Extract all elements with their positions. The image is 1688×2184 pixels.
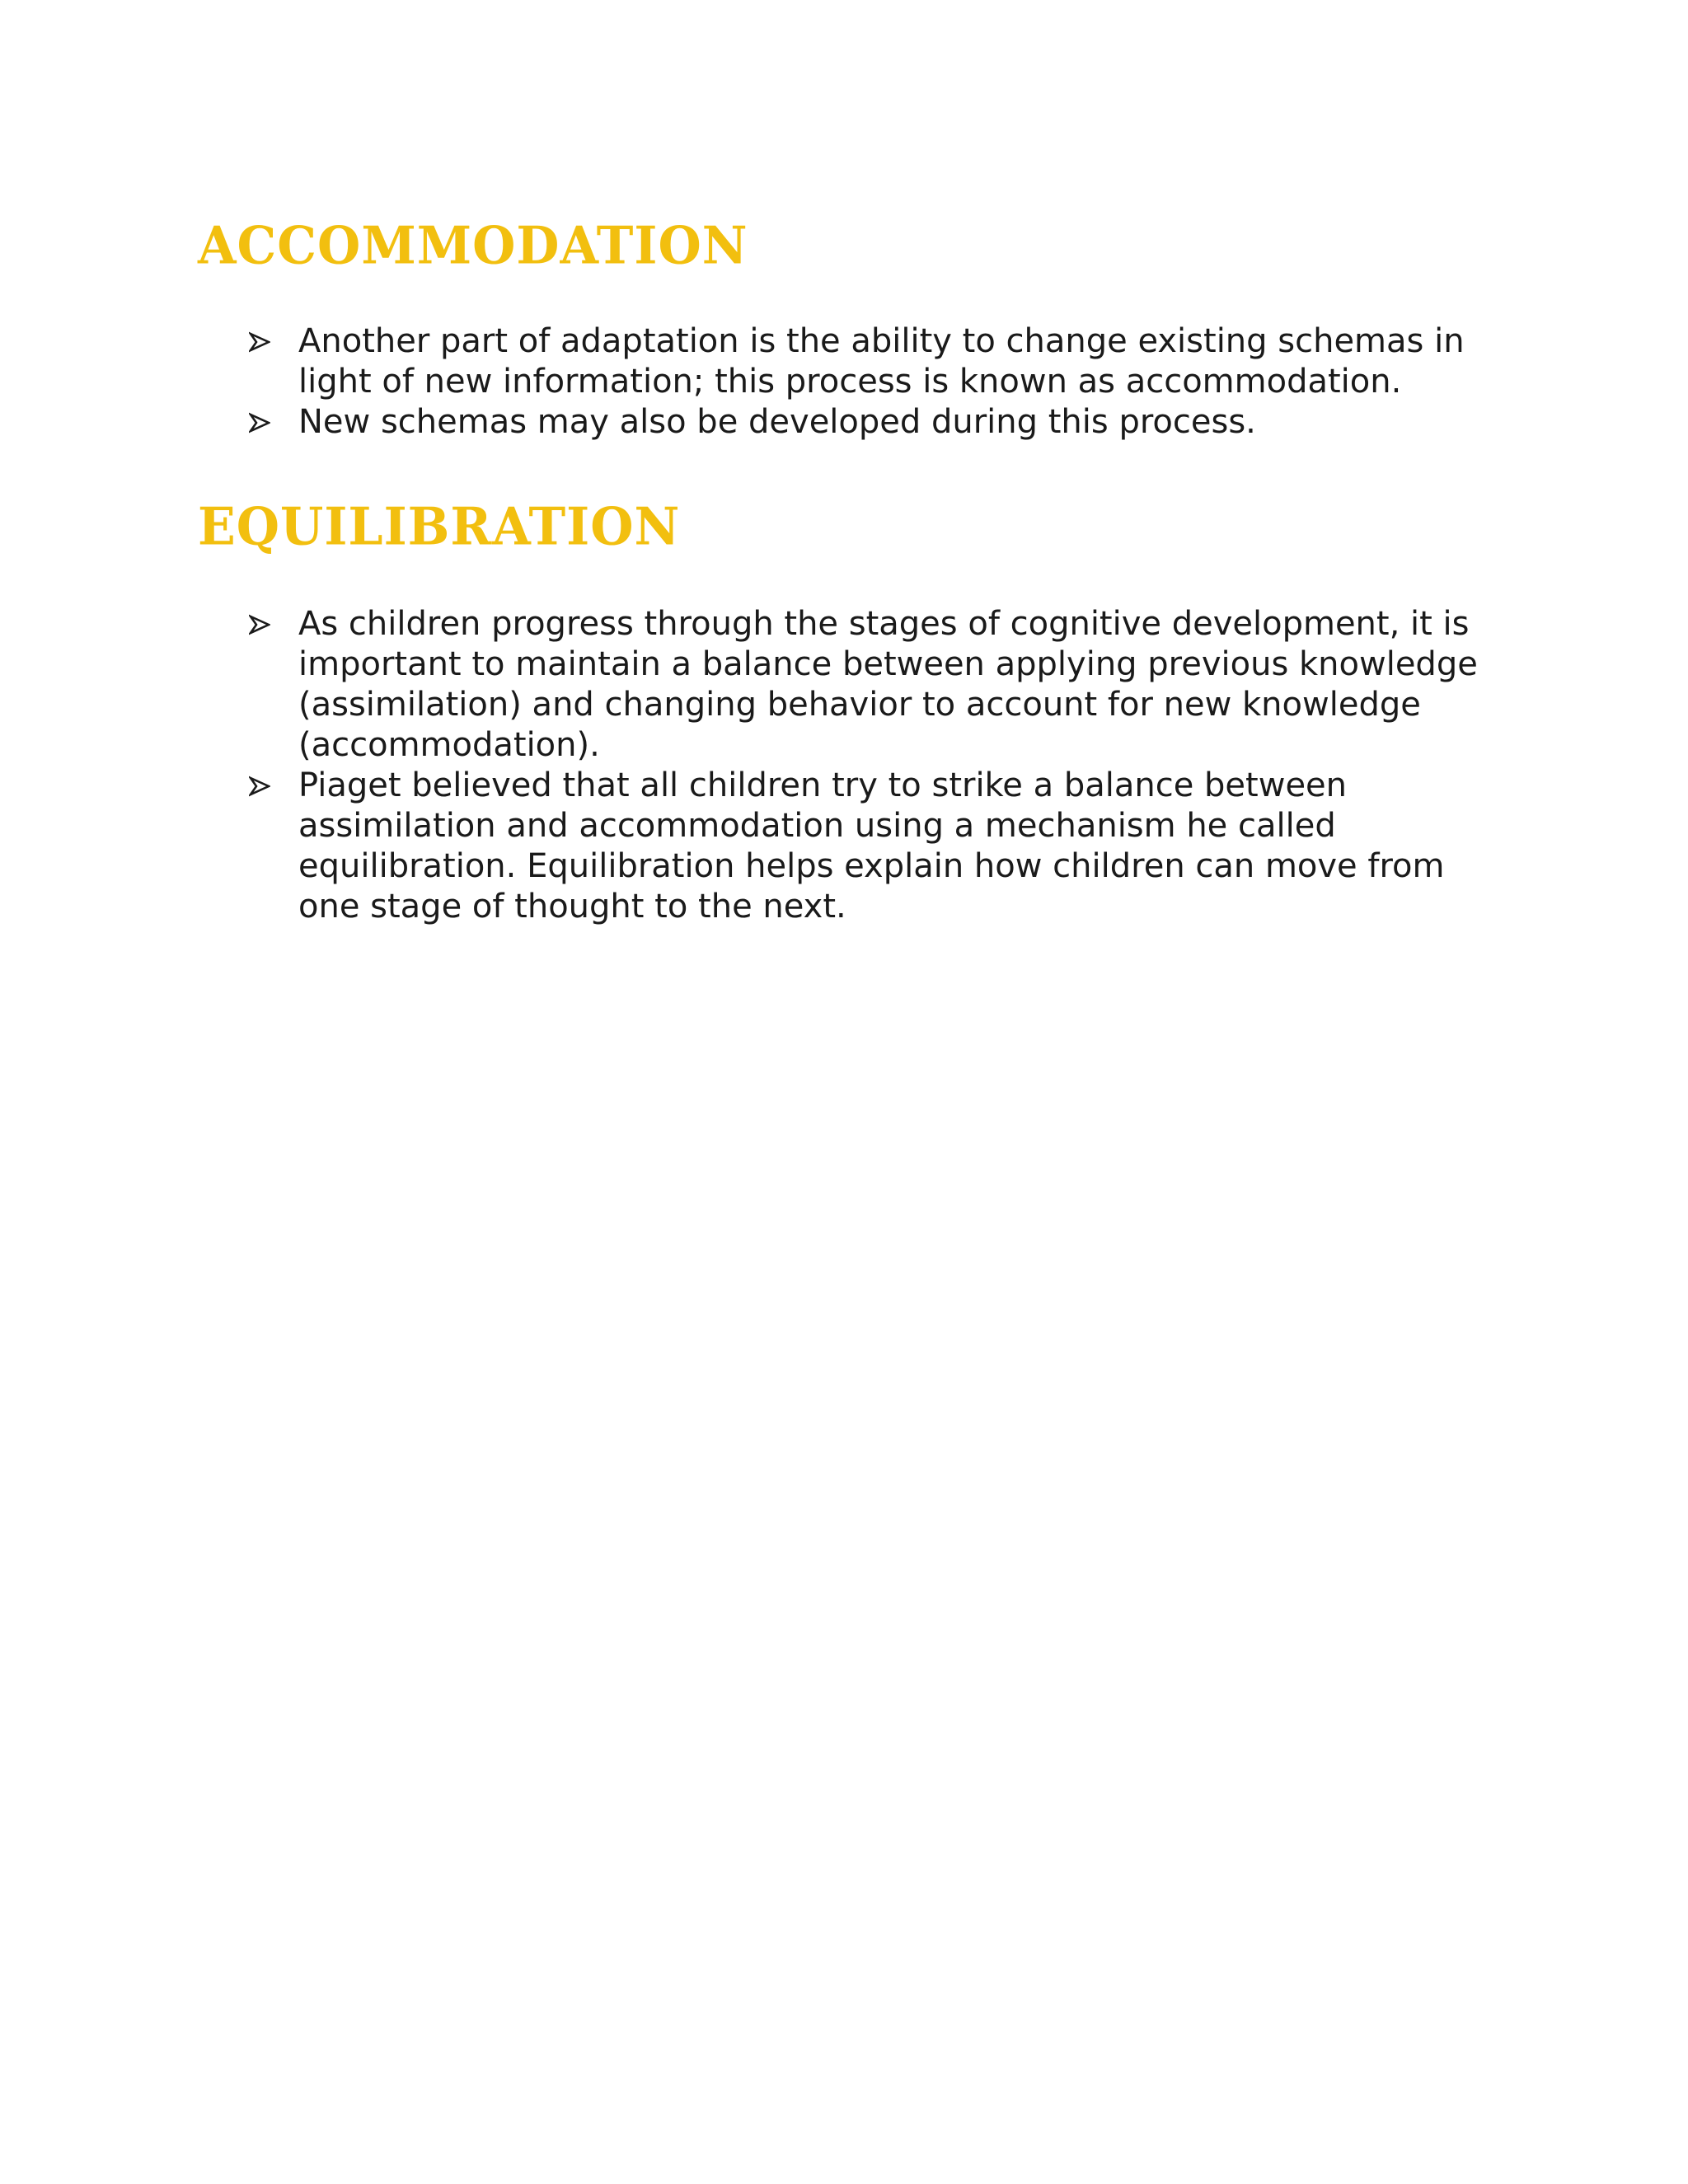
arrowhead-bullet-icon (249, 766, 282, 806)
list-item (249, 321, 1485, 402)
arrowhead-bullet-icon (249, 402, 282, 443)
list-item (249, 402, 1485, 443)
arrowhead-bullet-icon (249, 604, 282, 644)
section-accommodation (198, 216, 1500, 441)
list-item (249, 766, 1485, 927)
bullet-text: New schemas may also be developed during this process. (298, 403, 1256, 441)
heading-accommodation: ACCOMMODATION (198, 216, 748, 277)
section-equilibration (198, 497, 1500, 926)
bullet-text: Piaget believed that all children try to strike a balance between assimilation and accommodation using a mechanism he called equilibration. Equilibration helps explain how children can move from one stage of thought to the next. (298, 766, 1445, 926)
bullet-list-accommodation (249, 321, 1485, 443)
heading-equilibration: EQUILIBRATION (198, 497, 681, 558)
arrowhead-bullet-icon (249, 321, 282, 362)
list-item (249, 604, 1485, 766)
bullet-list-equilibration (249, 604, 1485, 927)
bullet-text: As children progress through the stages of cognitive development, it is important to maintain a balance between applying previous knowledge (assimilation) and changing behavior to account for new knowledge (accommodation). (298, 605, 1478, 764)
bullet-text: Another part of adaptation is the ability to change existing schemas in light of new information; this process is known as accommodation. (298, 322, 1465, 401)
